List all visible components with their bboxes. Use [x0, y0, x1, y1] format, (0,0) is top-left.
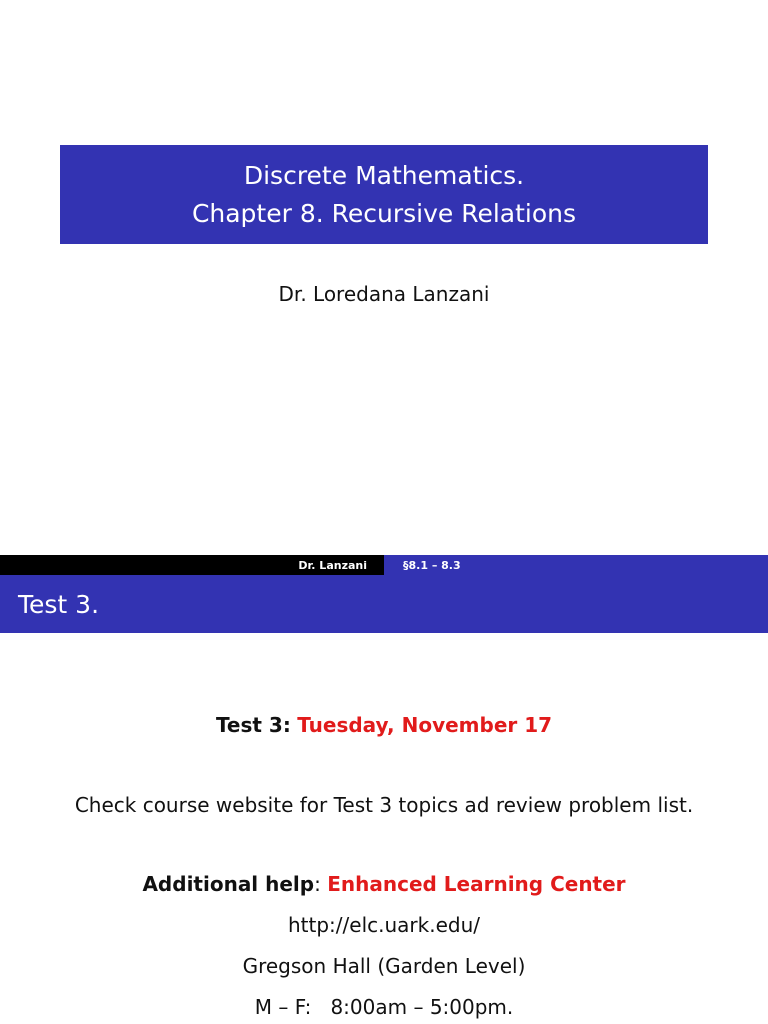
- test-date: Tuesday, November 17: [297, 713, 553, 737]
- footline-section: [384, 555, 768, 575]
- test-date-line: [0, 713, 768, 737]
- title-line-1: Discrete Mathematics.: [243, 160, 525, 190]
- location-text: Gregson Hall (Garden Level): [242, 954, 526, 978]
- check-website-text: Check course website for Test 3 topics ad review problem list.: [74, 793, 694, 817]
- help-label: Additional help: [142, 872, 315, 896]
- frame-title: [0, 575, 768, 633]
- frame-title-text: Test 3.: [18, 589, 100, 619]
- test-label: Test 3:: [215, 713, 291, 737]
- hours-text: M – F: 8:00am – 5:00pm.: [254, 995, 514, 1019]
- author-name: Dr. Loredana Lanzani: [278, 282, 490, 306]
- footline-section-text: §8.1 – 8.3: [403, 558, 461, 572]
- footline-author: [0, 555, 384, 575]
- elc-url-link[interactable]: http://elc.uark.edu/: [288, 913, 480, 937]
- help-center: Enhanced Learning Center: [327, 872, 626, 896]
- title-block: [60, 145, 708, 244]
- additional-help-line: [0, 872, 768, 896]
- help-colon: :: [314, 872, 321, 896]
- footline-author-text: Dr. Lanzani: [298, 558, 367, 572]
- footline: [0, 555, 768, 575]
- title-line-2: Chapter 8. Recursive Relations: [191, 198, 577, 228]
